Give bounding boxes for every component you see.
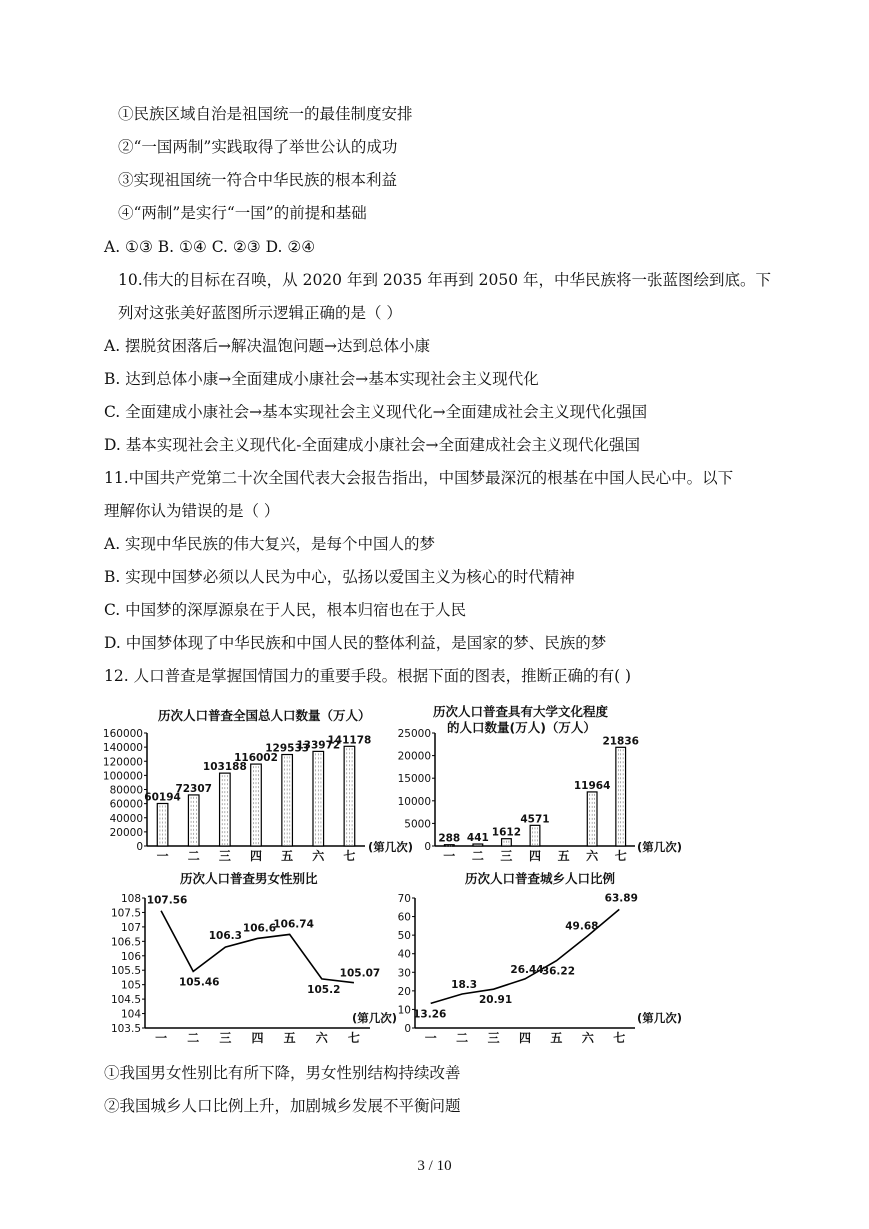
text-line: A. 摆脱贫困落后→解决温饱问题→达到总体小康 bbox=[104, 337, 431, 355]
x-tick-label: 七 bbox=[343, 849, 356, 863]
text-line: ①民族区域自治是祖国统一的最佳制度安排 bbox=[118, 105, 413, 123]
chart-subtitle: 的人口数量(万人)（万人） bbox=[447, 720, 596, 735]
x-tick-label: 一 bbox=[156, 849, 169, 863]
x-tick-label: 三 bbox=[218, 849, 231, 863]
text-line: ④“两制”是实行“一国”的前提和基础 bbox=[118, 204, 367, 222]
y-tick-label: 105.5 bbox=[110, 965, 141, 978]
text-line: B. 达到总体小康→全面建成小康社会→基本实现社会主义现代化 bbox=[104, 370, 539, 388]
y-tick-label: 0 bbox=[404, 1023, 411, 1035]
x-tick-label: 五 bbox=[550, 1031, 563, 1045]
chart-title: 历次人口普查男女性别比 bbox=[180, 871, 318, 886]
x-tick-label: 三 bbox=[500, 849, 513, 863]
y-tick-label: 5000 bbox=[404, 818, 431, 831]
x-tick-label: 三 bbox=[487, 1031, 500, 1045]
data-label: 26.44 bbox=[510, 963, 544, 976]
x-tick-label: 四 bbox=[528, 849, 542, 863]
text-line: C. 中国梦的深厚源泉在于人民，根本归宿也在于人民 bbox=[104, 601, 467, 619]
x-tick-label: 六 bbox=[312, 849, 325, 863]
data-label: 103188 bbox=[202, 761, 247, 774]
y-tick-label: 106.5 bbox=[110, 936, 141, 949]
y-tick-label: 103.5 bbox=[110, 1023, 141, 1035]
y-tick-label: 20000 bbox=[109, 826, 143, 839]
x-tick-label: 五 bbox=[283, 1031, 296, 1045]
chart-title: 历次人口普查全国总人口数量（万人） bbox=[158, 708, 371, 723]
x-tick-label: 七 bbox=[614, 849, 627, 863]
y-tick-label: 15000 bbox=[397, 773, 431, 786]
y-tick-label: 140000 bbox=[102, 742, 143, 755]
data-label: 72307 bbox=[175, 782, 212, 795]
bar bbox=[251, 764, 262, 846]
data-label: 13.26 bbox=[413, 1008, 447, 1021]
y-tick-label: 40 bbox=[397, 948, 411, 961]
y-tick-label: 80000 bbox=[109, 784, 143, 797]
x-tick-label: 四 bbox=[251, 1031, 264, 1045]
data-label: 11964 bbox=[573, 779, 611, 792]
data-label: 106.6 bbox=[242, 922, 277, 935]
text-line: C. 全面建成小康社会→基本实现社会主义现代化→全面建成社会主义现代化强国 bbox=[104, 403, 648, 421]
x-axis-label: (第几次) bbox=[352, 1011, 398, 1025]
data-label: 141178 bbox=[327, 734, 372, 747]
text-line: ②“一国两制”实践取得了举世公认的成功 bbox=[118, 138, 398, 156]
x-tick-label: 三 bbox=[219, 1031, 232, 1045]
y-tick-label: 0 bbox=[424, 841, 431, 853]
y-tick-label: 108 bbox=[120, 893, 141, 905]
y-tick-label: 160000 bbox=[102, 728, 143, 740]
data-label: 106.74 bbox=[273, 918, 314, 931]
y-tick-label: 104 bbox=[120, 1008, 141, 1021]
y-tick-label: 30 bbox=[397, 967, 411, 980]
x-tick-label: 七 bbox=[613, 1031, 626, 1045]
y-tick-label: 70 bbox=[397, 893, 411, 905]
x-tick-label: 四 bbox=[518, 1031, 532, 1045]
y-tick-label: 50 bbox=[397, 930, 411, 943]
data-label: 288 bbox=[438, 832, 461, 845]
text-line: ①我国男女性别比有所下降，男女性别结构持续改善 bbox=[104, 1064, 461, 1082]
data-label: 106.3 bbox=[208, 930, 242, 943]
data-label: 116002 bbox=[234, 752, 278, 765]
x-tick-label: 六 bbox=[315, 1031, 328, 1045]
x-tick-label: 七 bbox=[347, 1031, 360, 1045]
text-line: ③实现祖国统一符合中华民族的根本利益 bbox=[118, 171, 398, 189]
data-label: 20.91 bbox=[478, 994, 513, 1007]
y-tick-label: 0 bbox=[136, 841, 143, 853]
data-label: 49.68 bbox=[565, 920, 599, 933]
text-line: B. 实现中国梦必须以人民为中心，弘扬以爱国主义为核心的时代精神 bbox=[104, 568, 575, 586]
data-label: 107.56 bbox=[146, 894, 188, 907]
data-label: 105.2 bbox=[307, 983, 341, 996]
text-line: ②我国城乡人口比例上升，加剧城乡发展不平衡问题 bbox=[104, 1097, 461, 1115]
x-tick-label: 二 bbox=[471, 849, 484, 863]
text-line: D. 基本实现社会主义现代化-全面建成小康社会→全面建成社会主义现代化强国 bbox=[104, 436, 640, 454]
x-tick-label: 六 bbox=[586, 849, 599, 863]
x-tick-label: 二 bbox=[187, 1031, 200, 1045]
x-tick-label: 五 bbox=[281, 849, 294, 863]
data-label: 105.07 bbox=[339, 967, 381, 980]
y-tick-label: 40000 bbox=[109, 812, 143, 825]
x-axis-label: (第几次) bbox=[368, 840, 414, 854]
university-population-bar-chart bbox=[385, 700, 705, 865]
sex-ratio-line-chart bbox=[100, 865, 400, 1045]
text-line: 10.伟大的目标在召唤，从 2020 年到 2035 年再到 2050 年，中华民族将一张蓝图绘到底。下 bbox=[118, 271, 772, 289]
x-axis-label: (第几次) bbox=[637, 840, 683, 854]
y-tick-label: 106 bbox=[120, 950, 141, 963]
x-axis-label: (第几次) bbox=[637, 1011, 683, 1025]
chart-title: 历次人口普查具有大学文化程度 bbox=[433, 704, 609, 719]
data-label: 4571 bbox=[520, 813, 550, 826]
data-label: 36.22 bbox=[541, 965, 576, 978]
text-line: 12. 人口普查是掌握国情国力的重要手段。根据下面的图表，推断正确的有( ) bbox=[104, 667, 632, 685]
y-tick-label: 100000 bbox=[102, 770, 143, 783]
text-line: 列对这张美好蓝图所示逻辑正确的是（ ） bbox=[118, 304, 402, 322]
y-tick-label: 60000 bbox=[109, 798, 143, 811]
text-line: 理解你认为错误的是（ ） bbox=[104, 502, 280, 520]
y-tick-label: 120000 bbox=[102, 756, 143, 769]
data-label: 21836 bbox=[602, 735, 639, 748]
x-tick-label: 一 bbox=[443, 849, 456, 863]
x-tick-label: 一 bbox=[155, 1031, 168, 1045]
data-label: 18.3 bbox=[451, 979, 478, 992]
y-tick-label: 10 bbox=[397, 1004, 411, 1017]
x-tick-label: 二 bbox=[456, 1031, 469, 1045]
y-tick-label: 20 bbox=[397, 985, 411, 998]
data-label: 1612 bbox=[491, 826, 522, 839]
data-label: 441 bbox=[466, 832, 489, 845]
y-tick-label: 25000 bbox=[397, 728, 431, 740]
y-tick-label: 60 bbox=[397, 911, 411, 924]
x-tick-label: 二 bbox=[187, 849, 200, 863]
text-line: A. ①③ B. ①④ C. ②③ D. ②④ bbox=[104, 238, 316, 256]
urban-ratio-line-chart bbox=[385, 865, 705, 1045]
y-tick-label: 104.5 bbox=[110, 994, 141, 1007]
data-label: 133972 bbox=[296, 739, 341, 752]
text-line: A. 实现中华民族的伟大复兴，是每个中国人的梦 bbox=[104, 535, 436, 553]
y-tick-label: 10000 bbox=[397, 795, 431, 808]
x-tick-label: 六 bbox=[581, 1031, 594, 1045]
bar bbox=[282, 755, 293, 846]
data-label: 60194 bbox=[144, 791, 181, 804]
y-tick-label: 20000 bbox=[397, 750, 431, 763]
x-tick-label: 一 bbox=[424, 1031, 437, 1045]
y-tick-label: 105 bbox=[120, 979, 141, 992]
y-tick-label: 107 bbox=[120, 921, 141, 934]
page-number: 3 / 10 bbox=[417, 1158, 452, 1174]
y-tick-label: 107.5 bbox=[110, 907, 141, 920]
text-line: 11.中国共产党第二十次全国代表大会报告指出，中国梦最深沉的根基在中国人民心中。以下 bbox=[104, 469, 734, 487]
x-tick-label: 四 bbox=[249, 849, 263, 863]
data-label: 105.46 bbox=[178, 976, 220, 989]
text-line: D. 中国梦体现了中华民族和中国人民的整体利益，是国家的梦、民族的梦 bbox=[104, 634, 607, 652]
chart-title: 历次人口普查城乡人口比例 bbox=[465, 871, 616, 886]
data-label: 63.89 bbox=[604, 892, 638, 905]
data-label: 129533 bbox=[265, 742, 310, 755]
x-tick-label: 五 bbox=[557, 849, 570, 863]
